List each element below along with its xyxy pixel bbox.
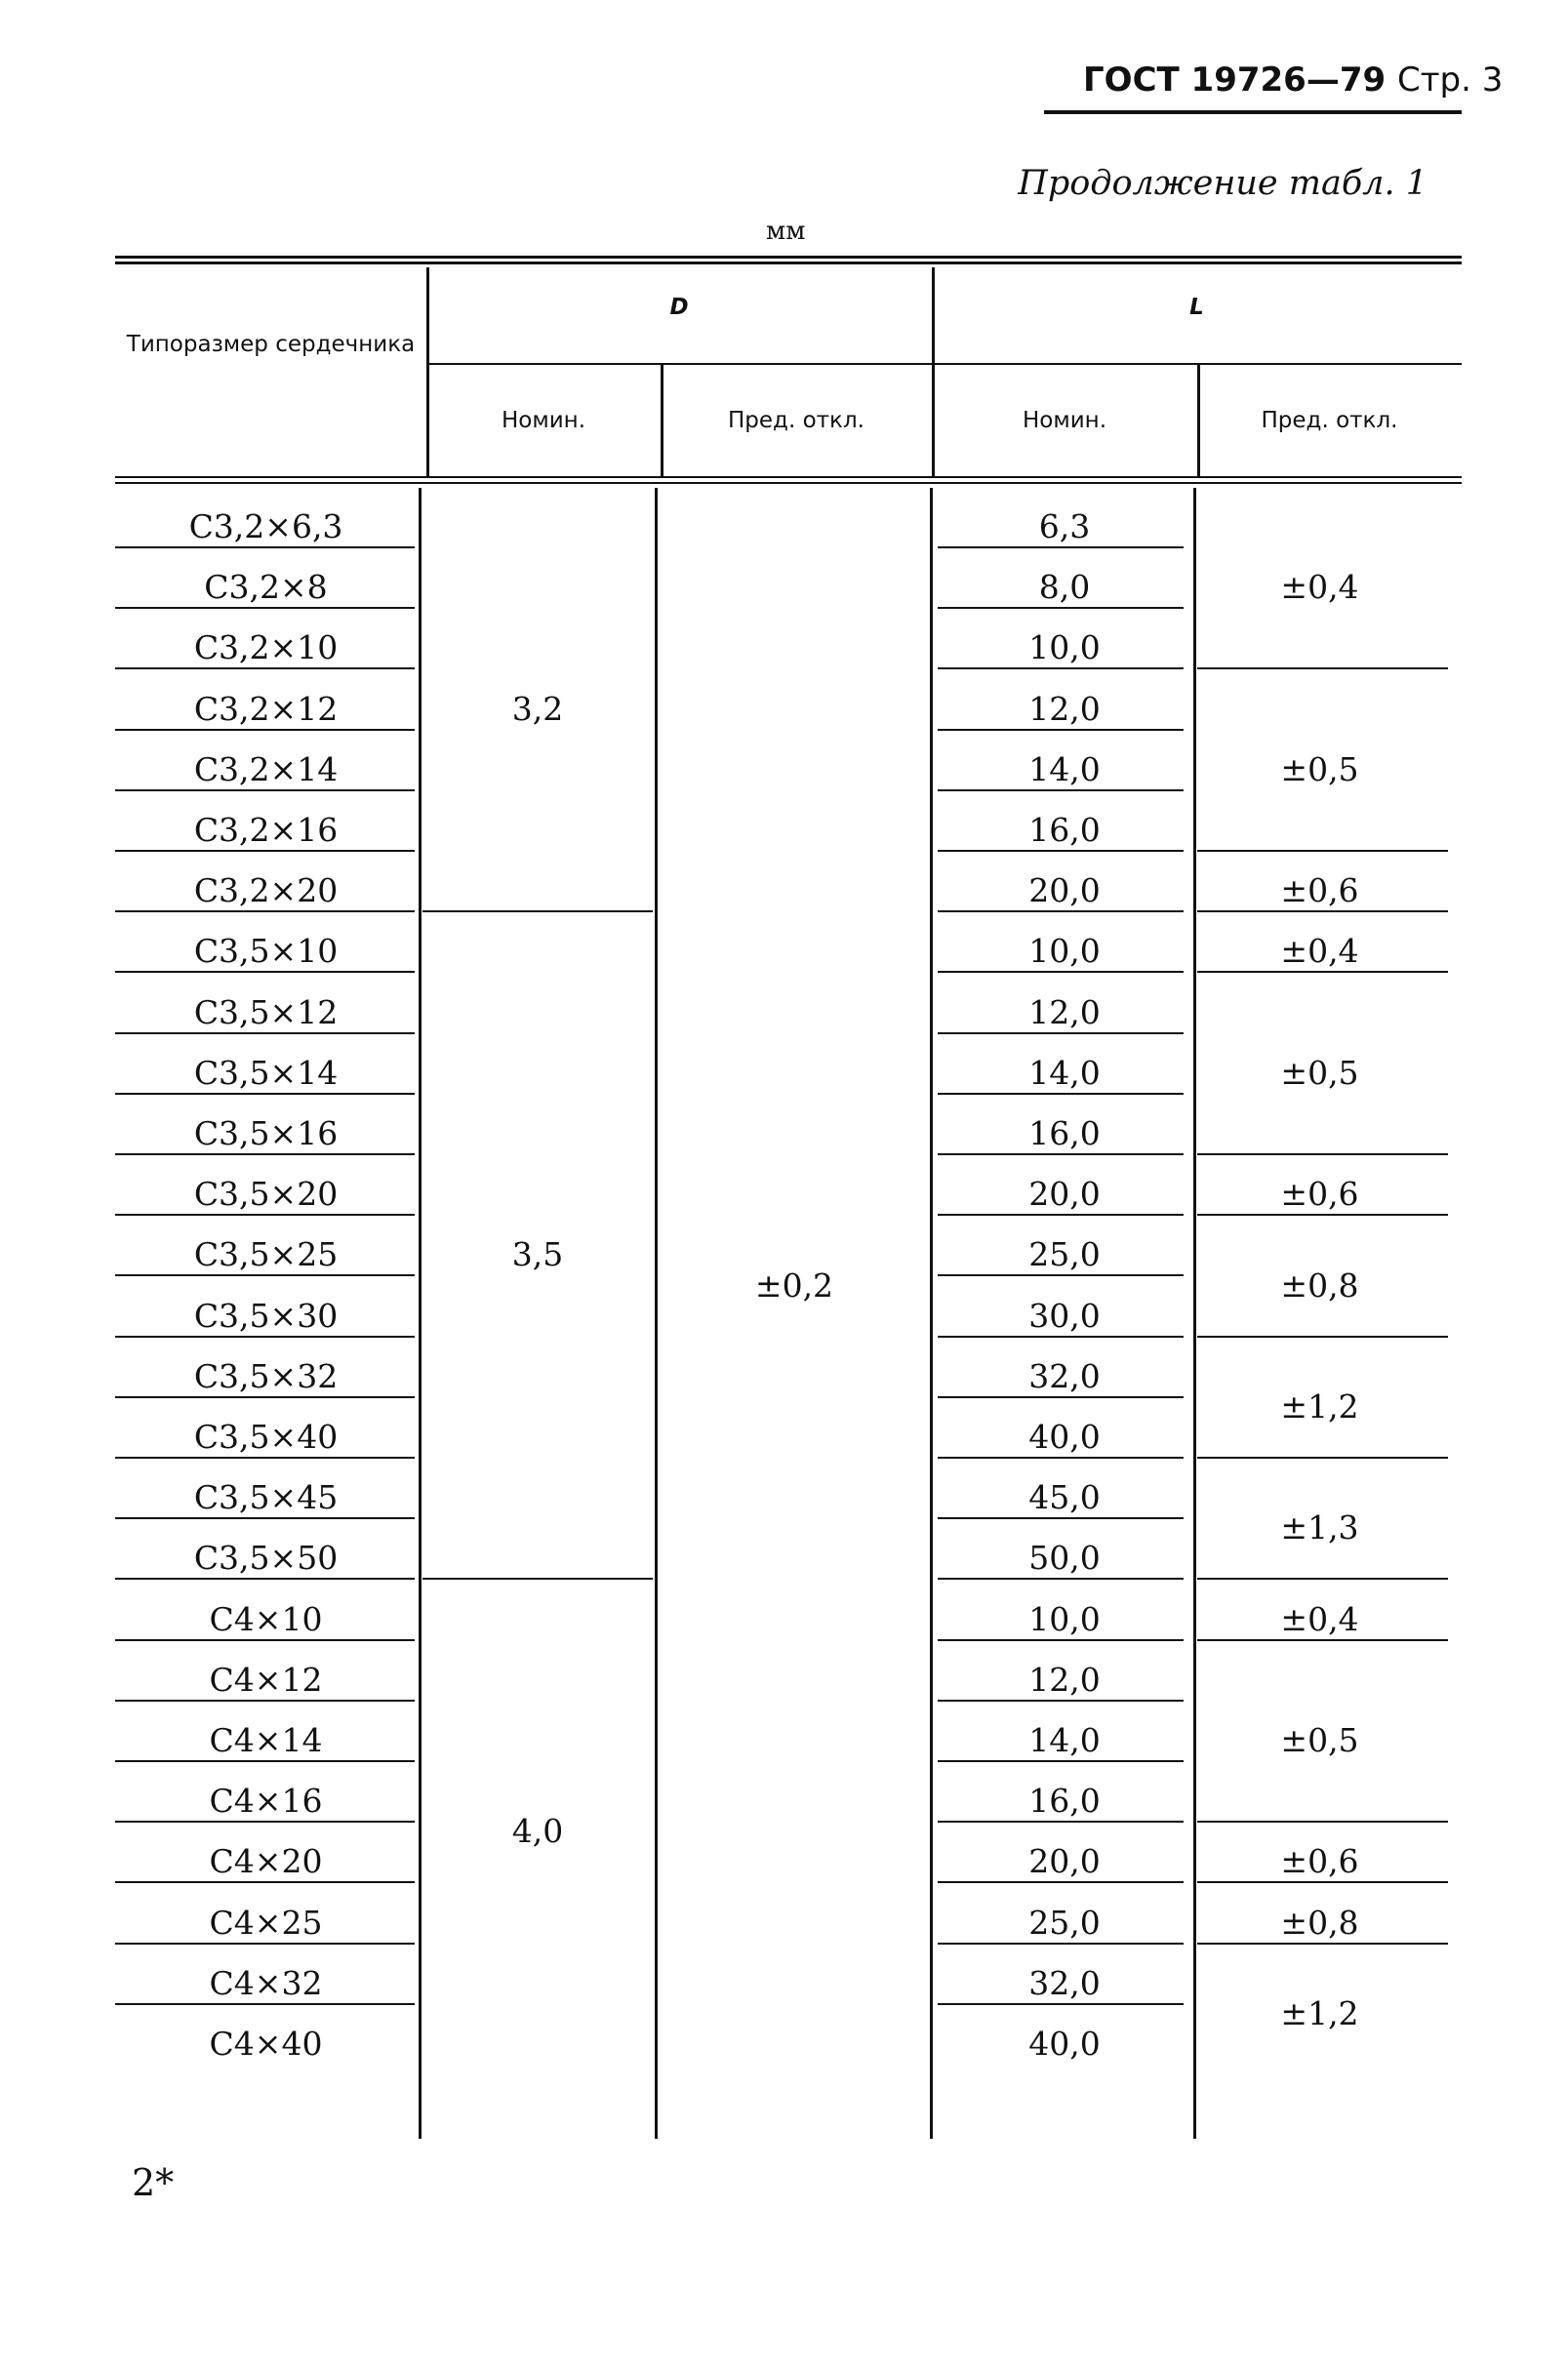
page-footer-mark: 2* (132, 2161, 175, 2204)
l-nominal-cell: 14,0 (1028, 749, 1101, 788)
table-rule (938, 1517, 1184, 1519)
column-header-d-nom: Номин. (501, 408, 585, 433)
l-nominal-cell: 16,0 (1028, 1114, 1101, 1152)
table-rule (115, 1336, 415, 1338)
core-type-cell: С3,2×20 (193, 871, 339, 910)
table-rule (938, 1336, 1184, 1338)
core-type-cell: С3,5×30 (193, 1296, 339, 1335)
table-rule (115, 1578, 415, 1580)
core-type-cell: С4×16 (209, 1782, 323, 1821)
l-nominal-cell: 32,0 (1028, 1356, 1101, 1395)
table-rule (1197, 1578, 1448, 1580)
l-deviation-cell: ±1,2 (1280, 1386, 1359, 1426)
core-type-cell: С4×32 (209, 1963, 323, 2002)
column-header-type: Типоразмер сердечника (126, 332, 416, 357)
table-rule (938, 1153, 1184, 1155)
table-rule (1197, 1153, 1448, 1155)
l-deviation-cell: ±0,8 (1280, 1903, 1359, 1942)
l-nominal-cell: 45,0 (1028, 1478, 1101, 1517)
table-rule (115, 1517, 415, 1519)
table-rule (1197, 1214, 1448, 1216)
table-rule (115, 476, 1462, 478)
table-rule (115, 482, 1462, 484)
l-deviation-cell: ±0,4 (1280, 568, 1359, 607)
core-type-cell: С3,2×16 (193, 811, 339, 849)
column-divider (930, 488, 933, 2139)
table-rule (115, 2003, 415, 2005)
l-nominal-cell: 40,0 (1028, 2025, 1101, 2063)
table-rule (938, 1821, 1184, 1823)
l-nominal-cell: 20,0 (1028, 1842, 1101, 1881)
table-rule (1197, 971, 1448, 973)
l-nominal-cell: 30,0 (1028, 1296, 1101, 1335)
table-rule (938, 1639, 1184, 1641)
table-rule (938, 850, 1184, 852)
table-rule (115, 729, 415, 731)
table-rule (115, 1274, 415, 1276)
column-header-d-dev: Пред. откл. (728, 408, 864, 433)
core-type-cell: С4×14 (209, 1721, 323, 1759)
core-type-cell: С3,5×45 (193, 1478, 339, 1517)
column-header-d: D (669, 295, 689, 320)
l-nominal-cell: 32,0 (1028, 1963, 1101, 2002)
core-type-cell: С3,5×10 (193, 932, 339, 971)
core-type-cell: С4×25 (209, 1903, 323, 1942)
table-rule (938, 1700, 1184, 1702)
table-rule (938, 607, 1184, 609)
table-rule (938, 667, 1184, 669)
table-rule (1197, 667, 1448, 669)
column-header-l: L (1189, 295, 1204, 320)
core-type-cell: С3,2×10 (193, 628, 339, 667)
l-deviation-cell: ±1,2 (1280, 1993, 1359, 2032)
l-nominal-cell: 50,0 (1028, 1539, 1101, 1578)
table-rule (422, 910, 653, 912)
table-rule (938, 1214, 1184, 1216)
l-deviation-cell: ±0,6 (1280, 871, 1359, 910)
table-rule (115, 1881, 415, 1883)
l-nominal-cell: 40,0 (1028, 1418, 1101, 1456)
column-header-l-dev: Пред. откл. (1261, 408, 1398, 433)
l-nominal-cell: 14,0 (1028, 1053, 1101, 1092)
table-rule (938, 2003, 1184, 2005)
d-deviation-cell: ±0,2 (754, 1265, 834, 1305)
core-type-cell: С3,5×32 (193, 1356, 339, 1395)
table-continuation-caption: Продолжение табл. 1 (1018, 164, 1427, 203)
l-nominal-cell: 12,0 (1028, 992, 1101, 1031)
table-rule (938, 1093, 1184, 1095)
table-rule (938, 1943, 1184, 1945)
table-rule (1197, 1943, 1448, 1945)
table-rule (938, 1881, 1184, 1883)
core-type-cell: С4×10 (209, 1599, 323, 1638)
table-rule (426, 363, 932, 365)
l-nominal-cell: 16,0 (1028, 811, 1101, 849)
table-rule (1197, 850, 1448, 852)
core-type-cell: С4×12 (209, 1660, 323, 1699)
table-rule (938, 1396, 1184, 1398)
page-number: Стр. 3 (1397, 60, 1504, 100)
core-type-cell: С3,2×14 (193, 749, 339, 788)
table-rule (1197, 1336, 1448, 1338)
table-rule (115, 1760, 415, 1762)
table-rule (938, 729, 1184, 731)
table-rule (115, 261, 1462, 264)
table-rule (115, 1093, 415, 1095)
core-type-cell: С3,5×40 (193, 1418, 339, 1456)
table-rule (938, 789, 1184, 791)
table-rule (1197, 1821, 1448, 1823)
l-deviation-cell: ±0,5 (1280, 749, 1359, 788)
table-rule (115, 971, 415, 973)
core-type-cell: С3,2×12 (193, 689, 339, 728)
table-rule (422, 1578, 653, 1580)
table-rule (1197, 1639, 1448, 1641)
table-rule (938, 910, 1184, 912)
table-rule (115, 607, 415, 609)
l-deviation-cell: ±0,5 (1280, 1053, 1359, 1092)
table-rule (938, 971, 1184, 973)
core-type-cell: С4×40 (209, 2025, 323, 2063)
l-deviation-cell: ±0,6 (1280, 1842, 1359, 1881)
table-rule (115, 667, 415, 669)
table-rule (115, 1032, 415, 1034)
column-divider (1193, 488, 1196, 2139)
column-header-l-nom: Номин. (1022, 408, 1106, 433)
l-nominal-cell: 20,0 (1028, 1175, 1101, 1214)
table-rule (938, 1274, 1184, 1276)
table-rule (115, 789, 415, 791)
table-rule (1197, 1881, 1448, 1883)
table-rule (115, 1821, 415, 1823)
table-rule (1197, 910, 1448, 912)
core-type-cell: С3,5×50 (193, 1539, 339, 1578)
table-rule (938, 546, 1184, 548)
l-nominal-cell: 8,0 (1038, 568, 1091, 607)
l-nominal-cell: 14,0 (1028, 1721, 1101, 1759)
l-deviation-cell: ±0,5 (1280, 1721, 1359, 1759)
l-nominal-cell: 20,0 (1028, 871, 1101, 910)
d-nominal-cell: 3,2 (511, 689, 564, 728)
table-rule (115, 1639, 415, 1641)
core-type-cell: С3,5×20 (193, 1175, 339, 1214)
l-deviation-cell: ±1,3 (1280, 1508, 1359, 1547)
column-divider (419, 488, 422, 2139)
table-rule (938, 1032, 1184, 1034)
core-type-cell: С3,5×16 (193, 1114, 339, 1152)
l-nominal-cell: 6,3 (1038, 507, 1091, 545)
l-deviation-cell: ±0,8 (1280, 1265, 1359, 1305)
core-type-cell: С3,5×25 (193, 1235, 339, 1274)
table-rule (115, 1943, 415, 1945)
core-type-cell: С3,2×6,3 (188, 507, 343, 545)
table-rule (115, 1214, 415, 1216)
l-nominal-cell: 25,0 (1028, 1235, 1101, 1274)
l-nominal-cell: 12,0 (1028, 689, 1101, 728)
units-label: мм (766, 217, 806, 246)
table-rule (115, 1396, 415, 1398)
core-type-cell: С3,5×14 (193, 1053, 339, 1092)
d-nominal-cell: 4,0 (511, 1812, 564, 1851)
table-rule (115, 910, 415, 912)
core-type-cell: С4×20 (209, 1842, 323, 1881)
table-rule (938, 1578, 1184, 1580)
l-nominal-cell: 16,0 (1028, 1782, 1101, 1821)
core-type-cell: С3,5×12 (193, 992, 339, 1031)
table-rule (1197, 1457, 1448, 1459)
standard-number: ГОСТ 19726—79 (1083, 60, 1387, 100)
d-nominal-cell: 3,5 (511, 1235, 564, 1274)
l-nominal-cell: 25,0 (1028, 1903, 1101, 1942)
l-nominal-cell: 10,0 (1028, 628, 1101, 667)
core-type-cell: С3,2×8 (204, 568, 328, 607)
l-nominal-cell: 10,0 (1028, 932, 1101, 971)
table-rule (115, 1457, 415, 1459)
table-rule (115, 1153, 415, 1155)
column-divider (655, 488, 658, 2139)
l-nominal-cell: 10,0 (1028, 1599, 1101, 1638)
table-rule (115, 256, 1462, 259)
table-rule (115, 850, 415, 852)
l-deviation-cell: ±0,4 (1280, 1599, 1359, 1638)
l-deviation-cell: ±0,6 (1280, 1175, 1359, 1214)
l-deviation-cell: ±0,4 (1280, 932, 1359, 971)
table-rule (115, 1700, 415, 1702)
table-rule (938, 1760, 1184, 1762)
l-nominal-cell: 12,0 (1028, 1660, 1101, 1699)
table-rule (115, 546, 415, 548)
table-rule (938, 1457, 1184, 1459)
